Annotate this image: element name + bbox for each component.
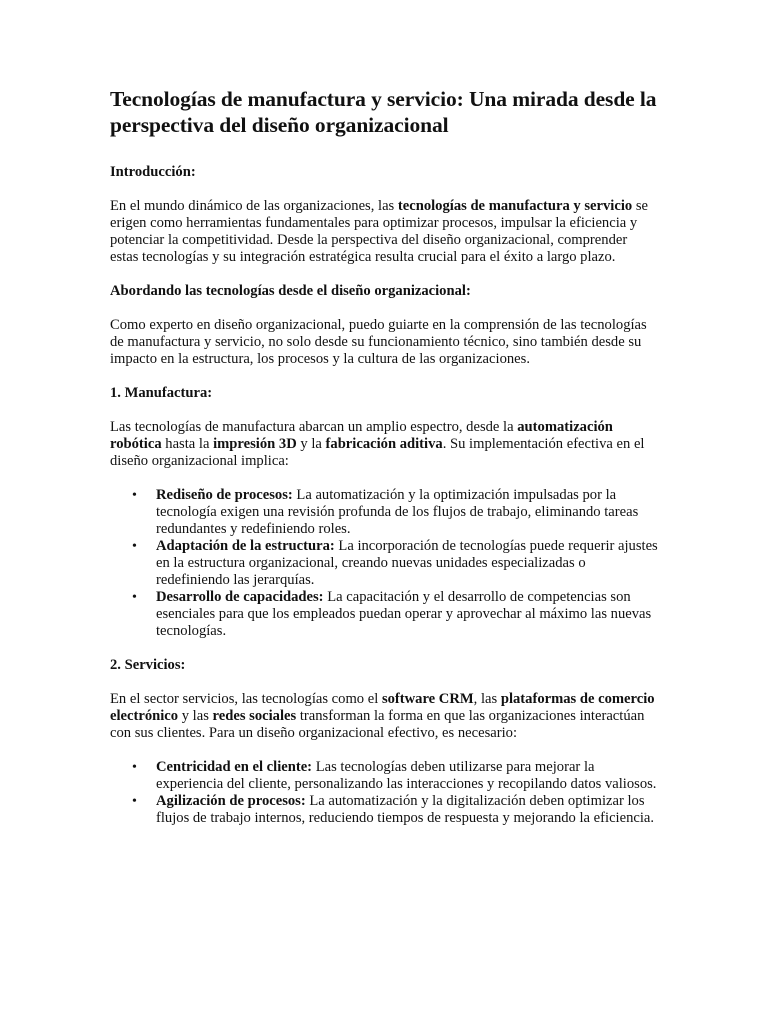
manufactura-heading: 1. Manufactura: [110,385,213,401]
list-item: • Agilización de procesos: La automatización y la digitalización deben optimizar los flujos de trabajo internos, reduciendo tiempos de respuesta y mejorando la eficiencia. [132,793,655,826]
bullet-icon: • [132,590,137,605]
list-item: • Adaptación de la estructura: La incorporación de tecnologías puede requerir ajustes en la estructura organizacional, creando nuevas unidades especializadas o redefiniendo las jerarquías. [132,538,658,588]
manufactura-paragraph: Las tecnologías de manufactura abarcan un amplio espectro, desde la automatización robótica hasta la impresión 3D y la fabricación aditiva. Su implementación efectiva en el diseño organizacional implica: [110,419,645,469]
servicios-list [110,759,658,827]
document-title: Tecnologías de manufactura y servicio: Una mirada desde la perspectiva del diseño organizacional [110,87,657,137]
approach-paragraph: Como experto en diseño organizacional, puedo guiarte en la comprensión de las tecnologías de manufactura y servicio, no solo desde su funcionamiento técnico, sino también desde su impacto en la estructura, los procesos y la cultura de las organizaciones. [110,317,647,367]
bullet-icon: • [132,794,137,809]
bullet-icon: • [132,539,137,554]
servicios-heading: 2. Servicios: [110,657,186,673]
document-body [110,86,658,827]
manufactura-list [110,487,658,640]
intro-paragraph: En el mundo dinámico de las organizaciones, las tecnologías de manufactura y servicio se erigen como herramientas fundamentales para optimizar procesos, impulsar la eficiencia y potenciar la competitividad. Desde la perspectiva del diseño organizacional, comprender estas tecnologías y su integración estratégica resulta crucial para el éxito a largo plazo. [110,198,648,265]
bullet-icon: • [132,488,137,503]
servicios-paragraph: En el sector servicios, las tecnologías como el software CRM, las plataformas de comercio electrónico y las redes sociales transforman la forma en que las organizaciones interactúan con sus clientes. Para un diseño organizacional efectivo, es necesario: [110,691,655,741]
approach-heading: Abordando las tecnologías desde el diseño organizacional: [110,283,471,299]
list-item: • Centricidad en el cliente: Las tecnologías deben utilizarse para mejorar la experiencia del cliente, personalizando las interacciones y recopilando datos valiosos. [132,759,657,792]
bullet-icon: • [132,760,137,775]
list-item: • Desarrollo de capacidades: La capacitación y el desarrollo de competencias son esenciales para que los empleados puedan operar y aprovechar al máximo las nuevas tecnologías. [132,589,652,639]
intro-heading: Introducción: [110,164,196,180]
list-item: • Rediseño de procesos: La automatización y la optimización impulsadas por la tecnología exigen una revisión profunda de los flujos de trabajo, eliminando tareas redundantes y redefiniendo roles. [132,487,639,537]
